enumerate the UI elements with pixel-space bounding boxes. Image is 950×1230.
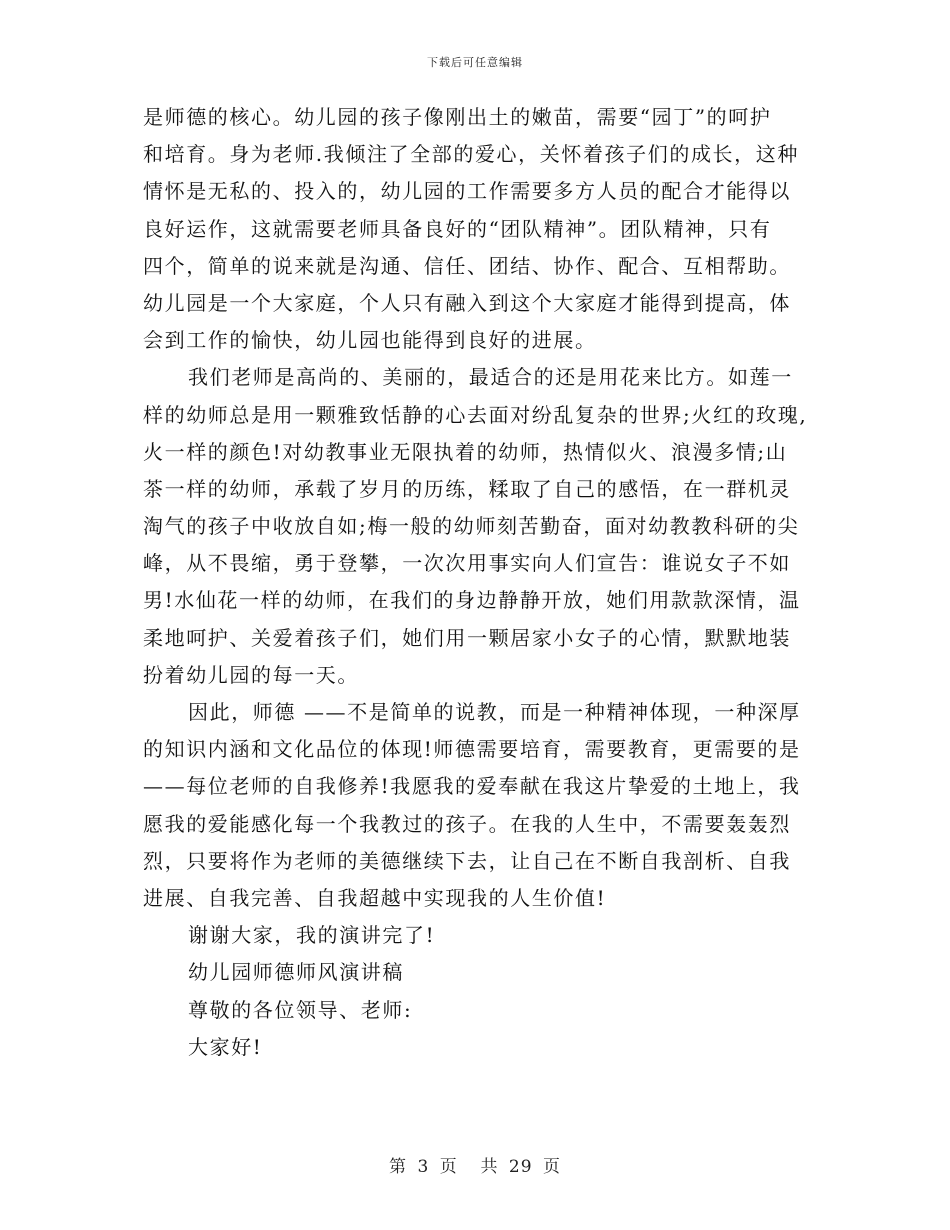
- body-line-8: 我们老师是高尚的、美丽的，最适合的还是用花来比方。如莲一: [188, 365, 793, 390]
- footer-total-word: 共: [480, 1157, 499, 1177]
- footer-prefix: 第: [389, 1157, 408, 1177]
- body-line-16: 扮着幼儿园的每一天。: [143, 662, 359, 687]
- body-line-14: 男!水仙花一样的幼师，在我们的身边静静开放，她们用款款深情，温: [143, 588, 801, 613]
- body-line-6: 幼儿园是一个大家庭，个人只有融入到这个大家庭才能得到提高，体: [143, 290, 791, 315]
- body-line-18: 的知识内涵和文化品位的体现!师德需要培育，需要教育，更需要的是: [143, 737, 801, 762]
- body-line-5: 四个，简单的说来就是沟通、信任、团结、协作、配合、互相帮助。: [143, 253, 791, 278]
- body-line-21: 烈，只要将作为老师的美德继续下去，让自己在不断自我剖析、自我: [143, 848, 791, 873]
- body-line-2: 和培育。身为老师.我倾注了全部的爱心，关怀着孩子们的成长，这种: [143, 142, 799, 167]
- document-body: [143, 99, 813, 1066]
- body-line-17: 因此，师德 ——不是简单的说教，而是一种精神体现，一种深厚: [188, 700, 801, 724]
- body-line-3: 情怀是无私的、投入的，幼儿园的工作需要多方人员的配合才能得以: [143, 179, 791, 204]
- body-line-19: ——每位老师的自我修养!我愿我的爱奉献在我这片挚爱的土地上，我: [143, 774, 801, 799]
- body-line-13: 峰，从不畏缩，勇于登攀，一次次用事实向人们宣告：谁说女子不如: [143, 551, 791, 576]
- body-line-10: 火一样的颜色!对幼教事业无限执着的幼师，热情似火、浪漫多情;山: [143, 439, 788, 464]
- body-line-12: 淘气的孩子中收放自如;梅一般的幼师刻苦勤奋，面对幼教教科研的尖: [143, 514, 800, 539]
- body-line-7: 会到工作的愉快，幼儿园也能得到良好的进展。: [143, 328, 597, 353]
- body-line-26: 大家好!: [188, 1034, 263, 1059]
- body-line-9: 样的幼师总是用一颗雅致恬静的心去面对纷乱复杂的世界;火红的玫瑰,: [143, 402, 808, 427]
- page-number-footer: [0, 1152, 950, 1177]
- body-line-25: 尊敬的各位领导、老师:: [188, 997, 413, 1022]
- body-line-4: 良好运作，这就需要老师具备良好的“团队精神”。团队精神，只有: [143, 216, 772, 241]
- body-line-15: 柔地呵护、关爱着孩子们，她们用一颗居家小女子的心情，默默地装: [143, 625, 791, 650]
- body-line-11: 茶一样的幼师，承载了岁月的历练，糅取了自己的感悟，在一群机灵: [143, 476, 791, 501]
- footer-page-word: 页: [439, 1157, 458, 1177]
- body-line-20: 愿我的爱能感化每一个我教过的孩子。在我的人生中，不需要轰轰烈: [143, 811, 791, 836]
- footer-suffix: 页: [542, 1157, 561, 1177]
- body-line-22: 进展、自我完善、自我超越中实现我的人生价值!: [143, 885, 607, 910]
- total-page-count: 29: [508, 1157, 533, 1177]
- body-line-1: 是师德的核心。幼儿园的孩子像刚出土的嫩苗，需要“园丁”的呵护: [143, 105, 772, 129]
- page-header-note: 下载后可任意编辑: [427, 56, 523, 69]
- current-page-number: 3: [417, 1157, 430, 1177]
- body-line-23: 谢谢大家，我的演讲完了!: [188, 923, 436, 948]
- body-line-24: 幼儿园师德师风演讲稿: [188, 960, 404, 985]
